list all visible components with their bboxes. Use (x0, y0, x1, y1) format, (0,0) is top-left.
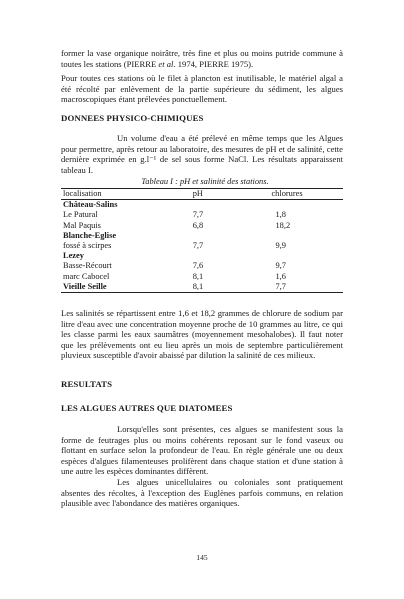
table-row (61, 200, 343, 211)
station-name: Blanche-Eglise (63, 230, 117, 240)
station-name: Château-Salins (63, 200, 118, 210)
table-body (61, 200, 343, 293)
paragraph-salinity-results: Les salinités se répartissent entre 1,6 et 18,2 grammes de chlorure de sodium par litre d'eau avec une concentration moyenne proche de 10 grammes au litre, ce qui les classe parmi les eaux saumâtres (moyennement mesohalobes). Il faut noter que les prélèvements ont eu lieu après un mois de septembre particulièrement pluvieux susceptible d'avoir abaissé par dilution la salinité de ces milieux. (61, 308, 343, 361)
ph-value: 6,8 (192, 220, 204, 230)
sampling-point: fossé à scirpes (63, 241, 112, 251)
sampling-point: Basse-Récourt (63, 261, 112, 271)
paragraph-algae-forms: Lorsqu'elles sont présentes, ces algues se manifestent sous la forme de feutrages plus ou moins cohérents reposant sur le fond vaseux ou flottant en surface selon la profondeur de l'eau. En règle générale une ou deux espèces d'algues filamenteuses prolifèrent dans chaque station et d'une station à une autre les espèces dominantes diffèrent. (61, 424, 343, 477)
table-header-row (61, 189, 343, 200)
column-header-ph: pH (191, 189, 242, 200)
sampling-point: marc Cabocel (63, 271, 110, 281)
sampling-point: Mal Paquis (63, 220, 101, 230)
paragraph-intro: former la vase organique noirâtre, très fine et plus ou moins putride commune à toutes les stations (PIERRE et al. 1974, PIERRE 1975). (61, 48, 343, 69)
table-row (61, 251, 343, 261)
table-caption: Tableau I : pH et salinité des stations. (141, 177, 269, 186)
ph-value (191, 200, 242, 211)
column-header-localisation: localisation (61, 189, 191, 200)
page-number: 145 (196, 553, 208, 562)
ph-value (191, 231, 242, 241)
paragraph-sampling: Pour toutes ces stations où le filet à plancton est inutilisable, le matériel algal a été récolté par enlèvement de la partie supérieure du sédiment, les algues macroscopiques étant prélevées ponctuellement. (61, 73, 343, 105)
ph-value: 8,1 (192, 281, 204, 291)
table-row (61, 221, 343, 231)
chlorure-value: 9,9 (275, 241, 286, 251)
table-row (61, 231, 343, 241)
table-row (61, 272, 343, 282)
table-row (61, 210, 343, 220)
ph-salinity-table (61, 188, 343, 293)
chlorure-value: 1,6 (275, 271, 286, 281)
chlorure-value (241, 200, 343, 211)
chlorure-value: 7,7 (275, 281, 286, 291)
paragraph-measurements: Un volume d'eau a été prélevé en même temps que les Algues pour permettre, après retour au laboratoire, des mesures de pH et de salinité, cette dernière exprimée en g.l⁻¹ de sel sous forme NaCl. Les résultats apparaissent tableau I. (61, 133, 343, 175)
chlorure-value (241, 251, 343, 261)
chlorure-value: 9,7 (275, 261, 286, 271)
sampling-point: Le Patural (63, 210, 98, 220)
ph-value (191, 251, 242, 261)
ph-value: 8,1 (192, 271, 204, 281)
heading-resultats: RESULTATS (61, 379, 113, 389)
chlorure-value (241, 231, 343, 241)
table-row (61, 261, 343, 271)
heading-algues: LES ALGUES AUTRES QUE DIATOMEES (61, 403, 233, 413)
column-header-chlorures: chlorures (241, 189, 343, 200)
ph-value: 7,7 (192, 241, 204, 251)
ph-value: 7,6 (192, 261, 204, 271)
table-row (61, 282, 343, 293)
table-row (61, 241, 343, 251)
station-name: Vieille Seille (63, 281, 107, 291)
chlorure-value: 1,8 (275, 210, 286, 220)
chlorure-value: 18,2 (275, 220, 291, 230)
station-name: Lezey (63, 251, 84, 261)
heading-physico-chimiques: DONNEES PHYSICO-CHIMIQUES (61, 113, 204, 123)
paragraph-unicellular-algae: Les algues unicellulaires ou coloniales sont pratiquement absentes des récoltes, à l'exception des Euglènes parfois communs, en relation plausible avec l'abondance des matières organiques. (61, 477, 343, 509)
ph-value: 7,7 (192, 210, 204, 220)
